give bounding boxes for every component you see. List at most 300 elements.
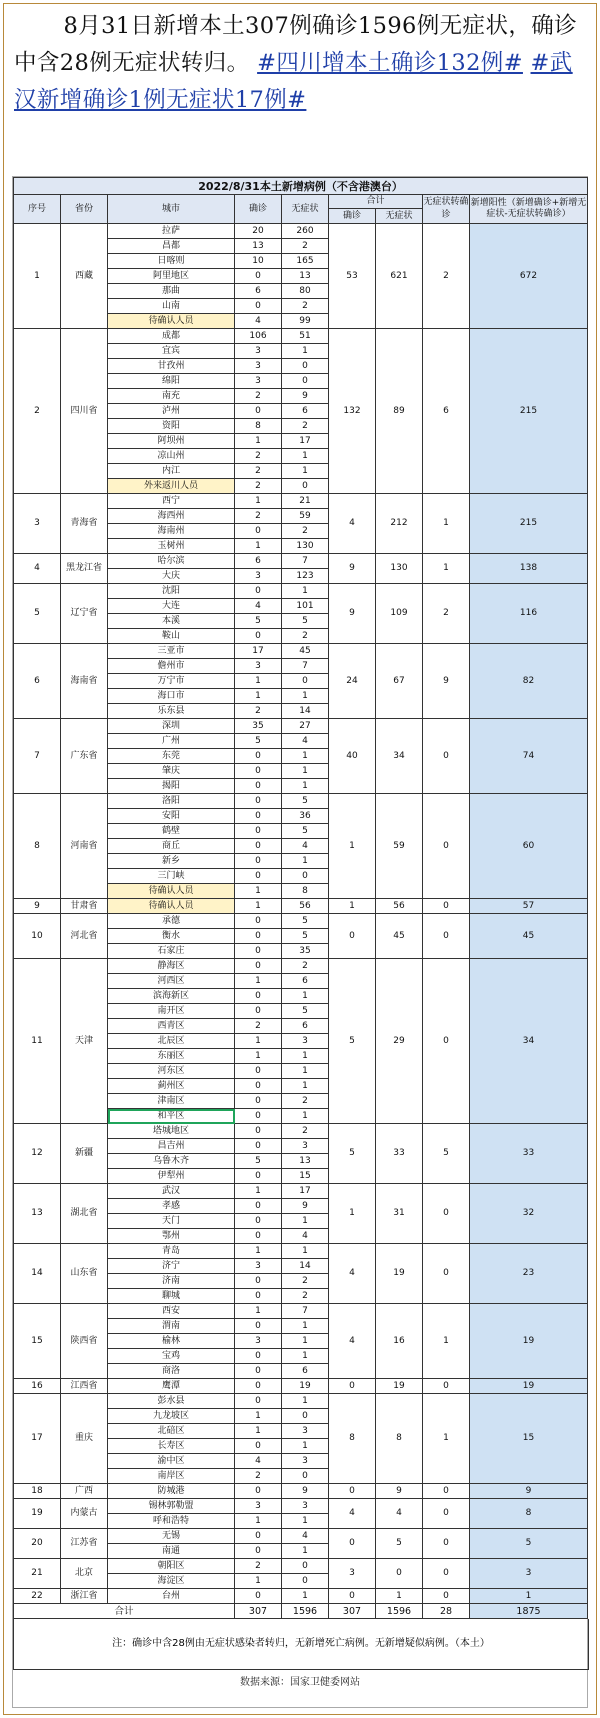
row-province: 辽宁省 xyxy=(61,584,108,644)
row-new-positive: 1 xyxy=(470,1589,588,1604)
hashtag-sichuan-link[interactable]: #四川增本土确诊132例# xyxy=(257,50,523,76)
row-city: 北碚区 xyxy=(108,1424,235,1439)
row-asymptomatic: 0 xyxy=(282,359,329,374)
header-asymptomatic: 无症状 xyxy=(282,195,329,224)
row-total-confirmed: 4 xyxy=(329,1244,376,1304)
row-total-asymptomatic: 1 xyxy=(376,1589,423,1604)
row-city: 西安 xyxy=(108,1304,235,1319)
row-confirmed: 8 xyxy=(235,419,282,434)
row-new-positive: 19 xyxy=(470,1379,588,1394)
row-confirmed: 1 xyxy=(235,1049,282,1064)
row-seq: 19 xyxy=(14,1499,61,1529)
header-new-positive: 新增阳性（新增确诊+新增无症状-无症状转确诊） xyxy=(470,195,588,224)
row-confirmed: 106 xyxy=(235,329,282,344)
row-converted: 0 xyxy=(423,1499,470,1529)
row-city: 哈尔滨 xyxy=(108,554,235,569)
table-row xyxy=(14,494,588,509)
row-city: 南通 xyxy=(108,1544,235,1559)
row-city: 山南 xyxy=(108,299,235,314)
row-asymptomatic: 1 xyxy=(282,1544,329,1559)
table-row xyxy=(14,1529,588,1544)
row-total-confirmed: 132 xyxy=(329,329,376,494)
data-source: 数据来源：国家卫健委网站 xyxy=(240,1677,360,1688)
row-city: 泸州 xyxy=(108,404,235,419)
row-new-positive: 3 xyxy=(470,1559,588,1589)
row-city: 玉树州 xyxy=(108,539,235,554)
header-converted: 无症状转确诊 xyxy=(423,195,470,224)
row-asymptomatic: 15 xyxy=(282,1169,329,1184)
row-confirmed: 0 xyxy=(235,854,282,869)
row-asymptomatic: 123 xyxy=(282,569,329,584)
row-seq: 5 xyxy=(14,584,61,644)
row-asymptomatic: 0 xyxy=(282,1574,329,1589)
row-city: 万宁市 xyxy=(108,674,235,689)
row-new-positive: 23 xyxy=(470,1244,588,1304)
row-city: 拉萨 xyxy=(108,224,235,239)
total-asymptomatic: 1596 xyxy=(282,1604,329,1619)
row-city: 揭阳 xyxy=(108,779,235,794)
table-row xyxy=(14,1484,588,1499)
row-city: 宜宾 xyxy=(108,344,235,359)
row-asymptomatic: 0 xyxy=(282,374,329,389)
row-asymptomatic: 0 xyxy=(282,1469,329,1484)
row-asymptomatic: 4 xyxy=(282,734,329,749)
row-confirmed: 0 xyxy=(235,299,282,314)
row-asymptomatic: 59 xyxy=(282,509,329,524)
row-asymptomatic: 1 xyxy=(282,464,329,479)
row-confirmed: 2 xyxy=(235,1469,282,1484)
row-asymptomatic: 5 xyxy=(282,1004,329,1019)
row-city: 天门 xyxy=(108,1214,235,1229)
row-new-positive: 138 xyxy=(470,554,588,584)
row-asymptomatic: 6 xyxy=(282,1364,329,1379)
row-confirmed: 0 xyxy=(235,1544,282,1559)
row-city: 石家庄 xyxy=(108,944,235,959)
row-total-confirmed: 5 xyxy=(329,959,376,1124)
row-converted: 0 xyxy=(423,719,470,794)
row-confirmed: 0 xyxy=(235,989,282,1004)
row-new-positive: 215 xyxy=(470,494,588,554)
row-total-asymptomatic: 109 xyxy=(376,584,423,644)
row-asymptomatic: 51 xyxy=(282,329,329,344)
article-body: 8月31日新增本土307例确诊1596例无症状，确诊中含28例无症状转归。 xyxy=(14,13,578,76)
row-new-positive: 15 xyxy=(470,1394,588,1484)
row-asymptomatic: 56 xyxy=(282,899,329,914)
row-city: 西宁 xyxy=(108,494,235,509)
row-confirmed: 0 xyxy=(235,1199,282,1214)
row-province: 北京 xyxy=(61,1559,108,1589)
row-city: 商丘 xyxy=(108,839,235,854)
row-province: 内蒙古 xyxy=(61,1499,108,1529)
row-total-confirmed: 9 xyxy=(329,584,376,644)
row-total-asymptomatic: 67 xyxy=(376,644,423,719)
table-row xyxy=(14,1589,588,1604)
row-converted: 0 xyxy=(423,1244,470,1304)
row-total-confirmed: 3 xyxy=(329,1559,376,1589)
row-asymptomatic: 1 xyxy=(282,764,329,779)
row-new-positive: 116 xyxy=(470,584,588,644)
row-province: 海南省 xyxy=(61,644,108,719)
row-asymptomatic: 0 xyxy=(282,479,329,494)
row-asymptomatic: 130 xyxy=(282,539,329,554)
row-city: 南充 xyxy=(108,389,235,404)
row-confirmed: 1 xyxy=(235,434,282,449)
row-total-asymptomatic: 9 xyxy=(376,1484,423,1499)
row-city: 河西区 xyxy=(108,974,235,989)
row-total-asymptomatic: 4 xyxy=(376,1499,423,1529)
row-seq: 9 xyxy=(14,899,61,914)
row-asymptomatic: 165 xyxy=(282,254,329,269)
row-city: 东丽区 xyxy=(108,1049,235,1064)
row-asymptomatic: 4 xyxy=(282,1529,329,1544)
row-asymptomatic: 1 xyxy=(282,1079,329,1094)
row-converted: 2 xyxy=(423,584,470,644)
row-confirmed: 0 xyxy=(235,809,282,824)
row-total-asymptomatic: 45 xyxy=(376,914,423,959)
row-asymptomatic: 1 xyxy=(282,1319,329,1334)
row-asymptomatic: 1 xyxy=(282,1064,329,1079)
row-city: 绵阳 xyxy=(108,374,235,389)
row-asymptomatic: 1 xyxy=(282,689,329,704)
row-seq: 6 xyxy=(14,644,61,719)
row-asymptomatic: 4 xyxy=(282,839,329,854)
row-asymptomatic: 17 xyxy=(282,434,329,449)
row-total-asymptomatic: 33 xyxy=(376,1124,423,1184)
row-asymptomatic: 2 xyxy=(282,524,329,539)
row-confirmed: 0 xyxy=(235,824,282,839)
row-confirmed: 3 xyxy=(235,344,282,359)
row-province: 四川省 xyxy=(61,329,108,494)
row-new-positive: 215 xyxy=(470,329,588,494)
row-new-positive: 8 xyxy=(470,1499,588,1529)
table-row xyxy=(14,914,588,929)
table-row xyxy=(14,329,588,344)
row-city: 乐东县 xyxy=(108,704,235,719)
row-city: 渝中区 xyxy=(108,1454,235,1469)
row-total-asymptomatic: 89 xyxy=(376,329,423,494)
row-city: 本溪 xyxy=(108,614,235,629)
row-city: 昌都 xyxy=(108,239,235,254)
row-asymptomatic: 1 xyxy=(282,1514,329,1529)
row-asymptomatic: 7 xyxy=(282,1304,329,1319)
row-confirmed: 0 xyxy=(235,1004,282,1019)
row-asymptomatic: 5 xyxy=(282,929,329,944)
row-seq: 2 xyxy=(14,329,61,494)
header-total: 合计 xyxy=(329,195,423,209)
row-new-positive: 19 xyxy=(470,1304,588,1379)
row-asymptomatic: 21 xyxy=(282,494,329,509)
row-asymptomatic: 1 xyxy=(282,1439,329,1454)
row-confirmed: 5 xyxy=(235,734,282,749)
row-province: 陕西省 xyxy=(61,1304,108,1379)
row-asymptomatic: 1 xyxy=(282,1349,329,1364)
table-row xyxy=(14,644,588,659)
row-confirmed: 2 xyxy=(235,464,282,479)
table-row xyxy=(14,959,588,974)
header-city: 城市 xyxy=(108,195,235,224)
row-seq: 15 xyxy=(14,1304,61,1379)
case-table-image xyxy=(12,176,588,1708)
row-confirmed: 0 xyxy=(235,779,282,794)
row-city: 甘孜州 xyxy=(108,359,235,374)
total-confirmed: 307 xyxy=(235,1604,282,1619)
row-city: 大庆 xyxy=(108,569,235,584)
row-asymptomatic: 2 xyxy=(282,1094,329,1109)
row-confirmed: 1 xyxy=(235,1409,282,1424)
row-asymptomatic: 45 xyxy=(282,644,329,659)
row-asymptomatic: 7 xyxy=(282,554,329,569)
row-confirmed: 0 xyxy=(235,839,282,854)
table-row xyxy=(14,584,588,599)
row-converted: 0 xyxy=(423,959,470,1124)
total-sum-asymptomatic: 1596 xyxy=(376,1604,423,1619)
row-confirmed: 20 xyxy=(235,224,282,239)
row-confirmed: 2 xyxy=(235,1559,282,1574)
row-city: 聊城 xyxy=(108,1289,235,1304)
row-confirmed: 1 xyxy=(235,884,282,899)
row-seq: 17 xyxy=(14,1394,61,1484)
row-city: 鹤壁 xyxy=(108,824,235,839)
total-row xyxy=(14,1604,588,1619)
row-confirmed: 0 xyxy=(235,629,282,644)
row-confirmed: 3 xyxy=(235,374,282,389)
table-title: 2022/8/31本土新增病例（不含港澳台） xyxy=(14,178,588,195)
row-confirmed: 0 xyxy=(235,404,282,419)
row-confirmed: 0 xyxy=(235,1319,282,1334)
row-asymptomatic: 8 xyxy=(282,884,329,899)
row-city: 九龙坡区 xyxy=(108,1409,235,1424)
row-city: 宝鸡 xyxy=(108,1349,235,1364)
row-asymptomatic: 2 xyxy=(282,239,329,254)
table-row xyxy=(14,899,588,914)
row-city: 台州 xyxy=(108,1589,235,1604)
row-confirmed: 0 xyxy=(235,794,282,809)
row-total-confirmed: 1 xyxy=(329,1184,376,1244)
row-city: 呼和浩特 xyxy=(108,1514,235,1529)
row-confirmed: 1 xyxy=(235,1244,282,1259)
row-confirmed: 3 xyxy=(235,569,282,584)
row-province: 新疆 xyxy=(61,1124,108,1184)
row-seq: 13 xyxy=(14,1184,61,1244)
row-asymptomatic: 1 xyxy=(282,449,329,464)
row-confirmed: 1 xyxy=(235,1424,282,1439)
row-asymptomatic: 2 xyxy=(282,299,329,314)
row-city: 伊犁州 xyxy=(108,1169,235,1184)
row-confirmed: 2 xyxy=(235,449,282,464)
row-confirmed: 1 xyxy=(235,899,282,914)
row-seq: 1 xyxy=(14,224,61,329)
row-confirmed: 10 xyxy=(235,254,282,269)
row-converted: 0 xyxy=(423,1484,470,1499)
row-confirmed: 1 xyxy=(235,494,282,509)
row-seq: 20 xyxy=(14,1529,61,1559)
header-total-asymptomatic: 无症状 xyxy=(376,209,423,224)
row-asymptomatic: 0 xyxy=(282,674,329,689)
header-total-confirmed: 确诊 xyxy=(329,209,376,224)
row-asymptomatic: 1 xyxy=(282,779,329,794)
row-city: 榆林 xyxy=(108,1334,235,1349)
row-confirmed: 0 xyxy=(235,1214,282,1229)
row-converted: 1 xyxy=(423,554,470,584)
row-city: 和平区 xyxy=(108,1109,235,1124)
row-total-asymptomatic: 19 xyxy=(376,1379,423,1394)
row-city: 海南州 xyxy=(108,524,235,539)
row-confirmed: 1 xyxy=(235,674,282,689)
header-confirmed: 确诊 xyxy=(235,195,282,224)
table-note: 注：确诊中含28例由无症状感染者转归，无新增死亡病例。无新增疑似病例。（本土） xyxy=(13,1619,589,1670)
row-city: 防城港 xyxy=(108,1484,235,1499)
row-seq: 18 xyxy=(14,1484,61,1499)
row-province: 西藏 xyxy=(61,224,108,329)
row-city: 那曲 xyxy=(108,284,235,299)
row-city: 三亚市 xyxy=(108,644,235,659)
table-row xyxy=(14,719,588,734)
row-city: 阿里地区 xyxy=(108,269,235,284)
row-seq: 21 xyxy=(14,1559,61,1589)
row-asymptomatic: 2 xyxy=(282,1289,329,1304)
row-total-asymptomatic: 19 xyxy=(376,1244,423,1304)
row-total-asymptomatic: 621 xyxy=(376,224,423,329)
row-asymptomatic: 3 xyxy=(282,1424,329,1439)
row-confirmed: 0 xyxy=(235,524,282,539)
table-row xyxy=(14,794,588,809)
row-confirmed: 35 xyxy=(235,719,282,734)
row-city: 肇庆 xyxy=(108,764,235,779)
row-confirmed: 3 xyxy=(235,359,282,374)
row-total-asymptomatic: 31 xyxy=(376,1184,423,1244)
row-confirmed: 0 xyxy=(235,1484,282,1499)
table-row xyxy=(14,554,588,569)
table-row xyxy=(14,1499,588,1514)
row-new-positive: 74 xyxy=(470,719,588,794)
row-asymptomatic: 19 xyxy=(282,1379,329,1394)
row-city: 鹰潭 xyxy=(108,1379,235,1394)
table-row xyxy=(14,1244,588,1259)
row-city: 北辰区 xyxy=(108,1034,235,1049)
row-confirmed: 3 xyxy=(235,659,282,674)
row-total-asymptomatic: 130 xyxy=(376,554,423,584)
row-asymptomatic: 7 xyxy=(282,659,329,674)
hashtag-wuhan-link[interactable]: #武汉新增确诊1例无症状17例# xyxy=(14,50,573,113)
row-new-positive: 5 xyxy=(470,1529,588,1559)
row-converted: 0 xyxy=(423,1559,470,1589)
row-confirmed: 1 xyxy=(235,1574,282,1589)
row-confirmed: 0 xyxy=(235,1439,282,1454)
row-city: 承德 xyxy=(108,914,235,929)
row-asymptomatic: 2 xyxy=(282,1274,329,1289)
row-converted: 0 xyxy=(423,1529,470,1559)
row-converted: 6 xyxy=(423,329,470,494)
row-confirmed: 0 xyxy=(235,1349,282,1364)
row-asymptomatic: 4 xyxy=(282,1229,329,1244)
article-text xyxy=(14,8,586,119)
row-converted: 0 xyxy=(423,1379,470,1394)
row-asymptomatic: 2 xyxy=(282,629,329,644)
row-seq: 22 xyxy=(14,1589,61,1604)
row-city: 济宁 xyxy=(108,1259,235,1274)
row-province: 青海省 xyxy=(61,494,108,554)
row-city: 津南区 xyxy=(108,1094,235,1109)
row-total-confirmed: 4 xyxy=(329,1499,376,1529)
row-confirmed: 0 xyxy=(235,1094,282,1109)
row-asymptomatic: 6 xyxy=(282,974,329,989)
row-confirmed: 5 xyxy=(235,614,282,629)
row-asymptomatic: 260 xyxy=(282,224,329,239)
row-confirmed: 0 xyxy=(235,1109,282,1124)
row-asymptomatic: 99 xyxy=(282,314,329,329)
row-asymptomatic: 6 xyxy=(282,404,329,419)
row-confirmed: 0 xyxy=(235,1394,282,1409)
row-asymptomatic: 9 xyxy=(282,1484,329,1499)
row-confirmed: 6 xyxy=(235,554,282,569)
row-total-confirmed: 0 xyxy=(329,1529,376,1559)
row-province: 广东省 xyxy=(61,719,108,794)
row-province: 江西省 xyxy=(61,1379,108,1394)
table-row xyxy=(14,1559,588,1574)
row-total-asymptomatic: 59 xyxy=(376,794,423,899)
row-asymptomatic: 14 xyxy=(282,704,329,719)
row-seq: 10 xyxy=(14,914,61,959)
row-asymptomatic: 1 xyxy=(282,1394,329,1409)
row-confirmed: 13 xyxy=(235,239,282,254)
row-converted: 1 xyxy=(423,494,470,554)
row-confirmed: 0 xyxy=(235,1229,282,1244)
row-city: 彭水县 xyxy=(108,1394,235,1409)
row-city: 阿坝州 xyxy=(108,434,235,449)
row-city: 待确认人员 xyxy=(108,884,235,899)
row-asymptomatic: 0 xyxy=(282,1409,329,1424)
row-asymptomatic: 1 xyxy=(282,1334,329,1349)
row-city: 西青区 xyxy=(108,1019,235,1034)
table-row xyxy=(14,1124,588,1139)
row-new-positive: 60 xyxy=(470,794,588,899)
row-confirmed: 1 xyxy=(235,1304,282,1319)
row-confirmed: 0 xyxy=(235,1169,282,1184)
row-city: 济南 xyxy=(108,1274,235,1289)
row-province: 天津 xyxy=(61,959,108,1124)
row-confirmed: 0 xyxy=(235,1139,282,1154)
row-seq: 16 xyxy=(14,1379,61,1394)
row-confirmed: 0 xyxy=(235,1379,282,1394)
row-new-positive: 33 xyxy=(470,1124,588,1184)
row-asymptomatic: 2 xyxy=(282,419,329,434)
total-new-positive: 1875 xyxy=(470,1604,588,1619)
row-asymptomatic: 5 xyxy=(282,614,329,629)
row-asymptomatic: 0 xyxy=(282,1559,329,1574)
row-city: 成都 xyxy=(108,329,235,344)
row-asymptomatic: 13 xyxy=(282,1154,329,1169)
row-confirmed: 5 xyxy=(235,1154,282,1169)
row-city: 商洛 xyxy=(108,1364,235,1379)
table-row xyxy=(14,224,588,239)
row-asymptomatic: 5 xyxy=(282,794,329,809)
row-total-asymptomatic: 34 xyxy=(376,719,423,794)
table-row xyxy=(14,1394,588,1409)
row-asymptomatic: 1 xyxy=(282,749,329,764)
row-total-confirmed: 53 xyxy=(329,224,376,329)
row-new-positive: 45 xyxy=(470,914,588,959)
row-confirmed: 0 xyxy=(235,944,282,959)
header-seq: 序号 xyxy=(14,195,61,224)
row-city: 鄂州 xyxy=(108,1229,235,1244)
row-city: 长寿区 xyxy=(108,1439,235,1454)
row-city: 塔城地区 xyxy=(108,1124,235,1139)
row-seq: 12 xyxy=(14,1124,61,1184)
row-seq: 7 xyxy=(14,719,61,794)
case-table xyxy=(13,177,588,1619)
row-new-positive: 82 xyxy=(470,644,588,719)
row-converted: 0 xyxy=(423,1184,470,1244)
